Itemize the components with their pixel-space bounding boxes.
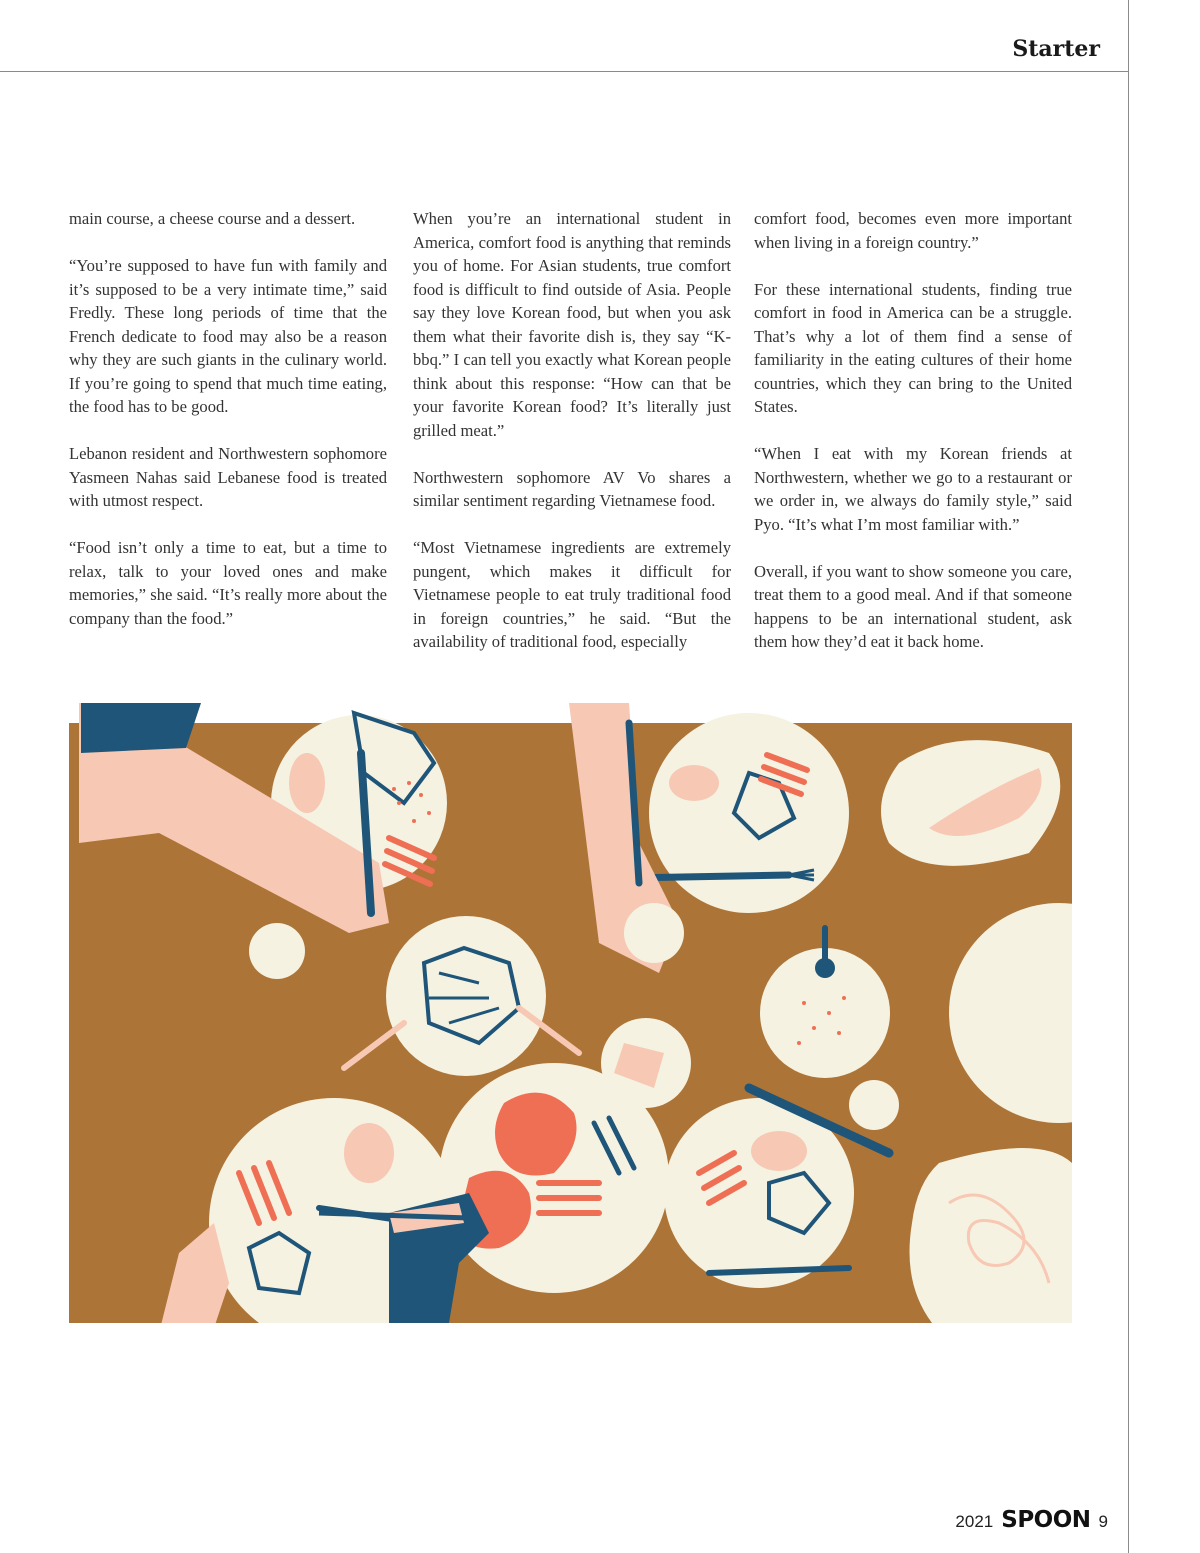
noodle-dish xyxy=(910,1148,1073,1323)
paragraph: When you’re an international student in America, comfort food is anything that reminds you of home. For Asian students, true comfort food is difficult to find outside of Asia. People say they love Korean food, but when you ask them what their favorite dish is, they say “K-bbq.” I can tell you exactly what Korean people think about this response: “How can that be your favorite Korean food? It’s literally just grilled meat.” xyxy=(413,209,731,440)
page-footer xyxy=(955,1507,1108,1533)
issue-year: 2021 xyxy=(955,1512,994,1531)
small-plate xyxy=(849,1080,899,1130)
small-plate xyxy=(249,923,305,979)
page-number: 9 xyxy=(1098,1512,1108,1531)
paragraph: “Most Vietnamese ingredients are extremely pungent, which makes it difficult for Vietnamese people to eat truly traditional food in foreign countries,” he said. “But the availability of traditional food, especially xyxy=(413,538,731,651)
paragraph: “When I eat with my Korean friends at Northwestern, whether we go to a restaurant or we order in, we always do family style,” said Pyo. “It’s what I’m most familiar with.” xyxy=(754,444,1072,534)
paragraph: Lebanon resident and Northwestern sophomore Yasmeen Nahas said Lebanese food is treated with utmost respect. xyxy=(69,444,387,510)
paragraph: Overall, if you want to show someone you care, treat them to a good meal. And if that someone happens to be an international student, ask them how they’d eat it back home. xyxy=(754,561,1072,651)
paragraph: comfort food, becomes even more important when living in a foreign country.” xyxy=(754,209,1072,252)
paragraph: Northwestern sophomore AV Vo shares a similar sentiment regarding Vietnamese food. xyxy=(413,467,731,510)
plate-bottom-center-meat xyxy=(439,1063,669,1293)
magazine-logo: SPOON xyxy=(1001,1507,1091,1533)
paragraph: “You’re supposed to have fun with family and it’s supposed to be a very intimate time,” said Fredly. These long periods of time that the French dedicate to food may also be a reason why they are such giants in the culinary world. If you’re going to spend that much time eating, the food has to be good. xyxy=(69,256,387,416)
side-rule xyxy=(1128,0,1129,1553)
section-label: Starter xyxy=(1012,36,1100,62)
bread-dish xyxy=(881,740,1060,866)
dining-table-illustration xyxy=(69,703,1072,1323)
header-rule xyxy=(0,71,1128,72)
paragraph: main course, a cheese course and a dessert. xyxy=(69,209,356,228)
text-column-3 xyxy=(754,207,1072,677)
paragraph: For these international students, finding true comfort in food in America can be a struggle. That’s why a lot of them find a sense of familiarity in the eating cultures of their home countries, which they can bring to the United States. xyxy=(754,279,1072,416)
text-column-2 xyxy=(413,207,731,677)
text-column-1 xyxy=(69,207,387,654)
paragraph: “Food isn’t only a time to eat, but a time to relax, talk to your loved ones and make memories,” she said. “It’s really more about the company than the food.” xyxy=(69,538,387,628)
